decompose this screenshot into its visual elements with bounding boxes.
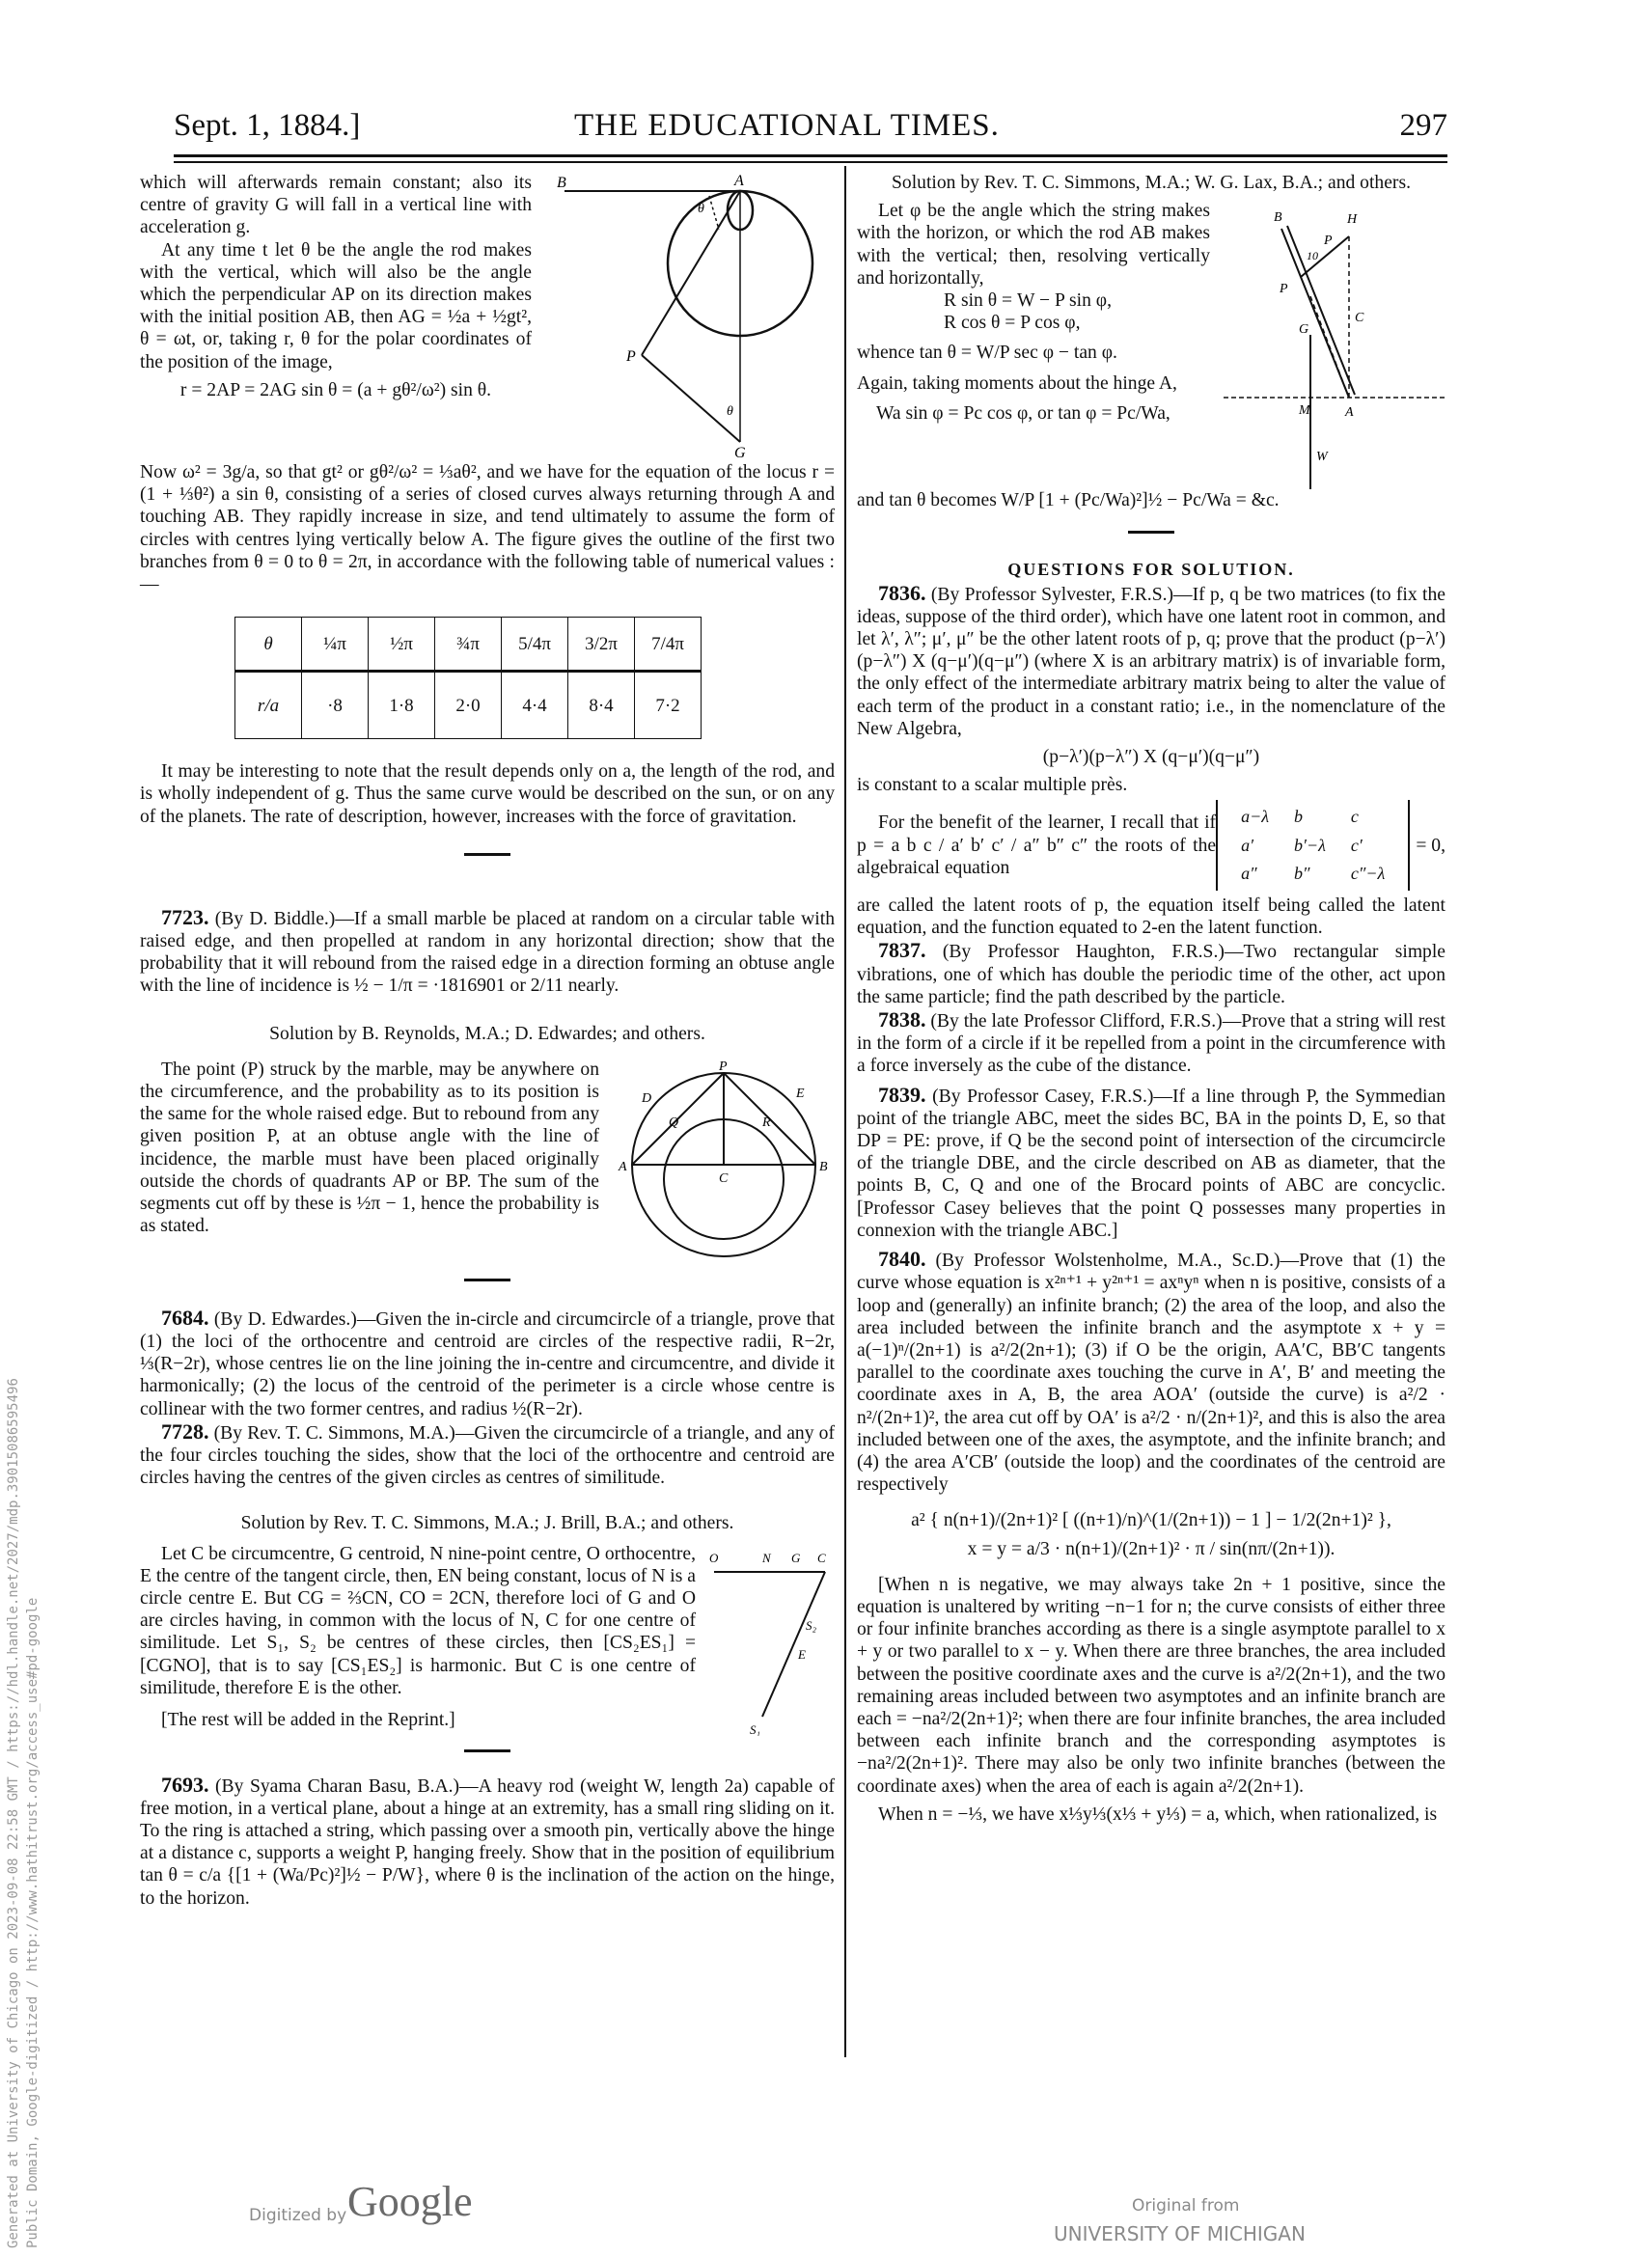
table-cell: ½π	[369, 618, 435, 672]
paragraph: At any time t let θ be the angle the rod makes with the vertical, which will also be the angle which the perpendicular AP on its direction makes with the initial position AB, then AG = ½a + ½gt², θ = ωt, or, taking r, θ for the polar coordinates of the position of the image,	[140, 239, 532, 372]
equation: R cos θ = P cos φ,	[944, 313, 1081, 334]
question-number: 7837.	[878, 938, 926, 963]
digitized-by-label: Digitized by	[249, 2206, 347, 2225]
column-divider	[844, 166, 846, 2057]
table-header-cell: θ	[235, 618, 302, 672]
fig4-label: A	[1345, 405, 1354, 421]
table-header-cell: r/a	[235, 672, 302, 739]
matrix-cell: a−λ	[1241, 807, 1270, 827]
section-separator	[464, 1749, 510, 1752]
question-number: 7840.	[878, 1247, 926, 1272]
table-cell: 7·2	[635, 672, 702, 739]
issue-date: Sept. 1, 1884.]	[174, 108, 361, 143]
question-text: (By Rev. T. C. Simmons, M.A.)—Given the circumcircle of a triangle, and any of the four circles touching the sides, show that the loci of the orthocentre and centroid are circles having the centres of the given circles as centres of similitude.	[140, 1422, 835, 1489]
determinant-equals: = 0,	[1416, 835, 1446, 856]
fig4-label: C	[1355, 311, 1364, 326]
equation: a² { n(n+1)/(2n+1)² [ ((n+1)/n)^(1/(2n+1)) − 1 ] − 1/2(2n+1)² },	[911, 1510, 1391, 1531]
fig2-label: A	[619, 1159, 627, 1174]
fig2-label: P	[719, 1059, 728, 1074]
table-cell: ¾π	[435, 618, 502, 672]
question-number: 7728.	[161, 1418, 209, 1444]
section-separator	[464, 853, 510, 856]
paragraph: Now ω² = 3g/a, so that gt² or gθ²/ω² = ⅓aθ², and we have for the equation of the locus r = (1 + ⅓θ²) a sin θ, consisting of a series of closed curves always returning through A and touching AB. They rapidly increase in size, and tend ultimately to assume the form of circles with centres lying vertically below A. The figure gives the outline of the first two branches from θ = 0 to θ = 2π, in accordance with the following table of numerical values :—	[140, 462, 835, 595]
paragraph: is constant to a scalar multiple près.	[857, 775, 1128, 796]
question-text: (By the late Professor Clifford, F.R.S.)—Prove that a string will rest in the form of a circle if it be repelled from a point in the circumference with a force inversely as the cube of the distance.	[857, 1011, 1446, 1077]
paragraph: For the benefit of the learner, I recall that if p = a b c / a′ b′ c′ / a″ b″ c″ the roots of the algebraical equation	[857, 812, 1217, 878]
matrix-cell: b″	[1294, 863, 1310, 883]
fig1-label: A	[734, 173, 744, 189]
solution-byline: Solution by B. Reynolds, M.A.; D. Edwardes; and others.	[269, 1023, 705, 1044]
matrix-cell: c′	[1350, 835, 1363, 855]
watermark-line-2: Public Domain, Google-digitized / http://www.hathitrust.org/access_use#pd-google	[25, 1597, 41, 2248]
matrix-cell: b′−λ	[1294, 835, 1326, 855]
question-number: 7693.	[161, 1772, 209, 1797]
question-text: (By Professor Wolstenholme, M.A., Sc.D.)—Prove that (1) the curve whose equation is x²ⁿ⁺¹ + y²ⁿ⁺¹ = axⁿyⁿ when n is positive, consists of a loop and (generally) an infinite branch; (2) the area of the loop, and also the area included between the infinite branch and the asymptote x + y = a(−1)ⁿ/(2n+1) is a²/2(2n+1); (3) if O be the origin, AA′C, BB′C tangents parallel to the coordinate axes touching the curve in A′, B′ and meeting the coordinate axes in A, B, the area AOA′ (outside the curve) is a²/2 · n²/(2n+1)², the area cut off by OA′ is a²/2 · n/(2n+1)², and this is also the area included between one of the axes, the asymptote, and the infinite branch; and (4) the area A′CB′ (outside the loop) and the coordinates of the centroid are respectively	[857, 1251, 1446, 1496]
question-text: (By Professor Sylvester, F.R.S.)—If p, q be two matrices (to fix the ideas, suppose of the third order), which have one latent root in common, and let λ′, λ″; μ′, μ″ be the other latent roots of p, q; prove that the product (p−λ′)(p−λ″) X (q−μ′)(q−μ″) (where X is an arbitrary matrix) is of invariable form, the only effect of the intermediate arbitrary matrix being to alter the value of each term of the product in a constant ratio; i.e., in the nomenclature of the New Algebra,	[857, 584, 1446, 739]
matrix-cell: b	[1294, 807, 1304, 827]
fig2-label: B	[819, 1159, 828, 1174]
fig2-label: Q	[669, 1115, 679, 1130]
table-cell: 2·0	[435, 672, 502, 739]
table-cell: 7/4π	[635, 618, 702, 672]
left-column	[140, 172, 835, 1910]
table-cell: 5/4π	[502, 618, 568, 672]
paragraph: Let φ be the angle which the string makes with the horizon, or which the rod AB makes with the vertical; then, resolving vertically and horizontally,	[857, 201, 1210, 289]
equation: (p−λ′)(p−λ″) X (q−μ′)(q−μ″)	[1042, 747, 1260, 768]
rod-string-figure	[1224, 200, 1446, 489]
fig1-label: P	[626, 348, 636, 365]
journal-title: THE EDUCATIONAL TIMES.	[574, 108, 1000, 143]
section-separator	[1128, 531, 1174, 534]
running-header	[174, 108, 1447, 147]
numerical-values-table	[234, 617, 702, 739]
fig3-label: E	[798, 1646, 806, 1662]
fig2-label: C	[719, 1170, 729, 1186]
table-cell: 3/2π	[568, 618, 635, 672]
question-number: 7836.	[878, 580, 926, 605]
fig1-label: G	[734, 445, 746, 461]
header-rule-thin	[174, 161, 1447, 163]
fig2-label: D	[642, 1090, 652, 1106]
similitude-figure	[709, 1543, 835, 1736]
matrix-cell: a′	[1241, 835, 1253, 855]
fig4-label: W	[1316, 450, 1328, 465]
original-from-label: Original from	[1132, 2196, 1240, 2216]
table-cell: 1·8	[369, 672, 435, 739]
question-number: 7684.	[161, 1305, 209, 1330]
determinant	[1216, 800, 1410, 891]
table-row	[235, 672, 702, 739]
paragraph: which will afterwards remain constant; also its centre of gravity G will fall in a vertical line with acceleration g.	[140, 173, 532, 238]
table-cell: ·8	[302, 672, 369, 739]
paragraph: When n = −⅓, we have x⅓y⅓(x⅓ + y⅓) = a, which, when rationalized, is	[878, 1803, 1438, 1825]
fig3-label: C	[817, 1550, 826, 1565]
fig4-label: H	[1347, 212, 1358, 228]
fig4-label: P	[1324, 234, 1333, 249]
fig3-label: S₁	[750, 1721, 761, 1736]
fig1-label: θ	[698, 202, 704, 216]
equation: Wa sin φ = Pc cos φ, or tan φ = Pc/Wa,	[876, 402, 1170, 424]
fig3-label: S₂	[806, 1617, 817, 1633]
fig3-label: N	[762, 1550, 771, 1565]
question-number: 7838.	[878, 1007, 926, 1032]
table-cell: ¼π	[302, 618, 369, 672]
watermark-line-1: Generated at University of Chicago on 2023-09-08 22:58 GMT / https://hdl.handle.net/2027/mdp.39015086595496	[6, 1378, 21, 2248]
paragraph: Let C be circumcentre, G centroid, N nine-point centre, O orthocentre, E the centre of the tangent circle, then, EN being constant, locus of N is a circle centre E. But CG = ⅔CN, CO = 2CN, therefore loci of G and O are circles having, in common with the locus of N, C for one centre of similitude. Let S₁, S₂ be centres of these circles, then [CS₂ES₁] = [CGNO], that is to say [CS₁ES₂] is harmonic. But C is one centre of similitude, therefore E is the other.	[140, 1543, 696, 1698]
paragraph: The point (P) struck by the marble, may be anywhere on the circumference, and the probability as to its position is the same for the whole raised edge. But to rebound from any given position P, at an obtuse angle with the line of incidence, the marble must have been placed originally outside the chords of quadrants AP or BP. The sum of the segments cut off by these is ½π − 1, hence the probability is as stated.	[140, 1059, 599, 1237]
section-heading: QUESTIONS FOR SOLUTION.	[1007, 560, 1295, 580]
right-column	[857, 172, 1446, 1826]
question-number: 7723.	[161, 904, 209, 929]
fig2-label: E	[796, 1086, 805, 1101]
fig4-label: G	[1299, 322, 1309, 338]
circular-table-figure	[613, 1059, 835, 1261]
university-label: UNIVERSITY OF MICHIGAN	[1054, 2222, 1306, 2245]
equation: R sin θ = W − P sin φ,	[944, 290, 1112, 312]
fig4-label: 10	[1307, 249, 1318, 263]
table-row	[235, 618, 702, 672]
fig3-label: G	[791, 1550, 801, 1565]
fig1-label: θ	[727, 404, 733, 419]
question-text: (By D. Edwardes.)—Given the in-circle and circumcircle of a triangle, prove that (1) the loci of the orthocentre and centroid are circles of the respective radii, R−2r, ⅓(R−2r), whose centres lie on the line joining the in-centre and circumcentre, and divide it harmonically; (2) the locus of the centroid of the perimeter is a circle whose centre is collinear with the two former centres, and radius ½(R−2r).	[140, 1308, 835, 1419]
paragraph: It may be interesting to note that the result depends only on a, the length of the rod, and is wholly independent of g. Thus the same curve would be described on the sun, or on any of the planets. The rate of description, however, increases with the force of gravitation.	[140, 761, 835, 827]
fig3-label: O	[709, 1550, 719, 1565]
matrix-cell: a″	[1241, 863, 1257, 883]
solution-byline: Solution by Rev. T. C. Simmons, M.A.; W. G. Lax, B.A.; and others.	[892, 173, 1411, 193]
section-separator	[464, 1279, 510, 1281]
paragraph: [When n is negative, we may always take 2n + 1 positive, since the equation is unaltered by writing −n−1 for n; the curve consists of either three or four infinite branches according as there is a single asymptote parallel to x + y or two parallel to x − y. When there are three branches, the area included between the positive coordinate axes and the curve is a²/2(2n+1), and the two remaining areas included between two asymptotes and an infinite branch are each = −na²/2(2n+1)²; when there are four infinite branches, the area included between each infinite branch and the corresponding asymptotes is −na²/2(2n+1)². There may also be only two infinite branches (between the coordinate axes) when the area of each is again a²/2(2n+1).	[857, 1574, 1446, 1797]
fig2-label: R	[762, 1115, 771, 1130]
editorial-note: [The rest will be added in the Reprint.]	[161, 1710, 455, 1731]
question-text: (By Professor Haughton, F.R.S.)—Two rectangular simple vibrations, one of which has double the periodic time of the other, act upon the same particle; find the path described by the particle.	[857, 942, 1446, 1007]
question-text: (By Professor Casey, F.R.S.)—If a line through P, the Symmedian point of the triangle ABC, meet the sides BC, BA in the points D, E, so that DP = PE: prove, if Q be the second point of intersection of the circumcircle of the triangle DBE, and the circle described on AB as diameter, that the points B, C, Q and one of the Brocard points of ABC are concyclic. [Professor Casey believes that the point Q possesses many properties in connexion with the triangle ABC.]	[857, 1086, 1446, 1241]
paragraph: Again, taking moments about the hinge A,	[857, 372, 1177, 394]
matrix-cell: c	[1350, 807, 1359, 827]
page-number: 297	[1399, 108, 1447, 143]
matrix-cell: c″−λ	[1350, 863, 1386, 883]
equation: and tan θ becomes W/P [1 + (Pc/Wa)²]½ − Pc/Wa = &c.	[857, 490, 1280, 511]
fig1-label: B	[557, 175, 566, 191]
equation: whence tan θ = W/P sec φ − tan φ.	[857, 343, 1117, 364]
paragraph: are called the latent roots of p, the equation itself being called the latent equation, and the function equated to 2-en the latent function.	[857, 895, 1446, 939]
solution-byline: Solution by Rev. T. C. Simmons, M.A.; J. Brill, B.A.; and others.	[240, 1513, 734, 1534]
question-text: (By Syama Charan Basu, B.A.)—A heavy rod (weight W, length 2a) capable of free motion, in a vertical plane, about a hinge at an extremity, has a small ring sliding on it. To the ring is attached a string, which passing over a smooth pin, vertically above the hinge at a distance c, supports a weight P, hanging freely. Show that in the position of equilibrium tan θ = c/a {[1 + (Wa/Pc)²]½ − P/W}, where θ is the inclination of the action on the hinge, to the horizon.	[140, 1775, 835, 1909]
fig4-label: M	[1299, 403, 1310, 419]
google-logo: Google	[347, 2178, 473, 2225]
table-cell: 4·4	[502, 672, 568, 739]
header-rule	[174, 154, 1447, 157]
equation: x = y = a/3 · n(n+1)/(2n+1)² · π / sin(nπ/(2n+1)).	[967, 1538, 1335, 1559]
fig4-label: B	[1274, 210, 1282, 226]
question-text: (By D. Biddle.)—If a small marble be placed at random on a circular table with raised edge, and then propelled at random in any horizontal direction; show that the probability that it will rebound from the raised edge in a direction forming an obtuse angle with the line of incidence is ½ − 1/π = ·1816901 or 2/11 nearly.	[140, 908, 835, 997]
rod-locus-figure	[545, 172, 835, 461]
fig4-label: P	[1280, 282, 1288, 297]
table-cell: 8·4	[568, 672, 635, 739]
equation: r = 2AP = 2AG sin θ = (a + gθ²/ω²) sin θ.	[179, 379, 492, 400]
question-number: 7839.	[878, 1082, 926, 1107]
